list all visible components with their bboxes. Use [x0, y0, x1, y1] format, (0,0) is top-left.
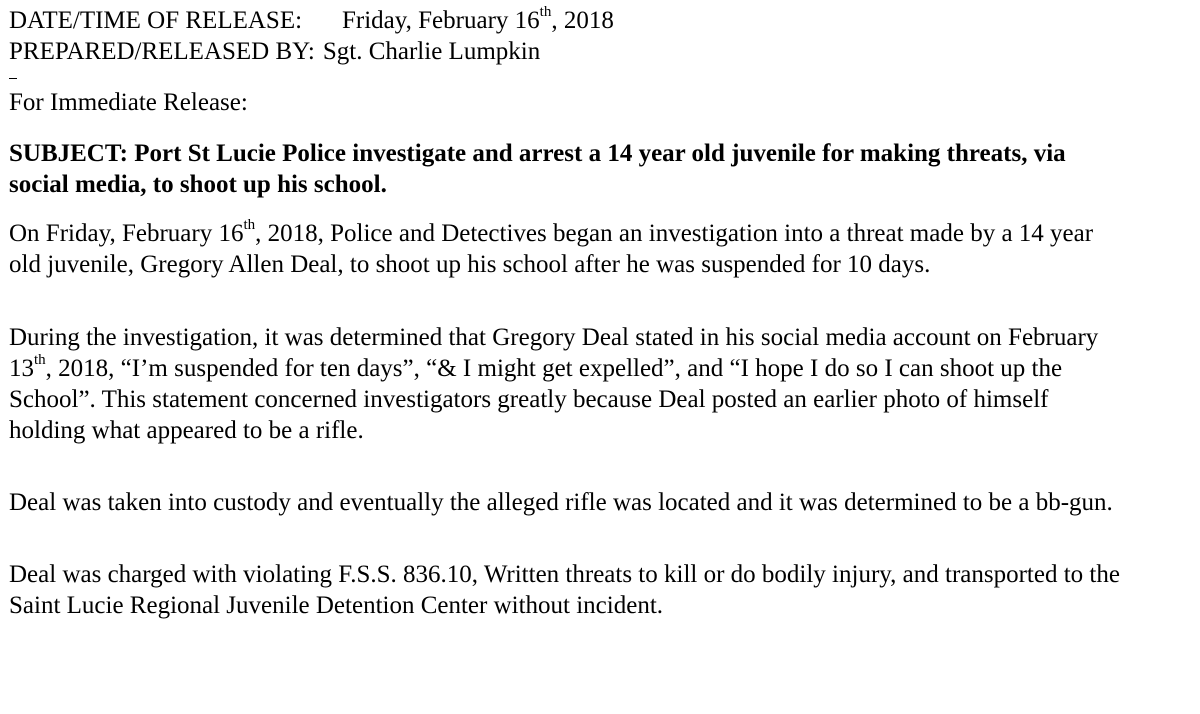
p1-date-ordinal: th	[243, 216, 256, 233]
paragraph-1-line-2: old juvenile, Gregory Allen Deal, to shoot up his school after he was suspended for 10 days.	[9, 251, 931, 278]
release-date-value	[342, 3, 614, 34]
separator-mark	[9, 67, 1194, 87]
release-date-year: , 2018	[551, 7, 614, 34]
p2-line-2-rest: , 2018, “I’m suspended for ten days”, “& I might get expelled”, and “I hope I do so I can shoot up the	[45, 355, 1063, 382]
paragraph-2-line-1: During the investigation, it was determined that Gregory Deal stated in his social media account on February	[9, 324, 1099, 351]
paragraph-2-line-3: School”. This statement concerned investigators greatly because Deal posted an earlier photo of himself	[9, 386, 1049, 413]
subject-heading	[9, 138, 1194, 200]
prepared-by-label: PREPARED/RELEASED BY:	[9, 38, 315, 65]
p1-date-text: On Friday, February 16	[9, 220, 244, 247]
release-date-label: DATE/TIME OF RELEASE:	[9, 7, 303, 34]
release-date-line	[9, 5, 1194, 36]
release-date-ordinal: th	[539, 3, 552, 20]
paragraph-4-line-2: Saint Lucie Regional Juvenile Detention Center without incident.	[9, 592, 664, 619]
release-date-day: Friday, February 16	[342, 7, 540, 34]
paragraph-2-line-4: holding what appeared to be a rifle.	[9, 417, 364, 444]
p2-date-day: 13	[9, 355, 34, 382]
subject-line-2: social media, to shoot up his school.	[9, 171, 387, 198]
paragraph-2	[9, 322, 1194, 446]
p2-date-ordinal: th	[34, 351, 46, 368]
p1-line-1-rest: , 2018, Police and Detectives began an investigation into a threat made by a 14 year	[255, 220, 1094, 247]
paragraph-2-line-2	[9, 353, 1194, 384]
immediate-release-line: For Immediate Release:	[9, 89, 248, 116]
prepared-by-value: Sgt. Charlie Lumpkin	[322, 38, 541, 65]
prepared-by-line	[9, 36, 1194, 67]
paragraph-4	[9, 559, 1194, 621]
paragraph-3-line-1: Deal was taken into custody and eventually the alleged rifle was located and it was determined to be a bb-gun.	[9, 489, 1113, 516]
press-release-document	[9, 5, 1194, 621]
paragraph-3	[9, 487, 1194, 518]
paragraph-1	[9, 218, 1194, 280]
paragraph-1-line-1	[9, 218, 1194, 249]
paragraph-4-line-1: Deal was charged with violating F.S.S. 836.10, Written threats to kill or do bodily injury, and transported to the	[9, 561, 1120, 588]
subject-line-1: SUBJECT: Port St Lucie Police investigate and arrest a 14 year old juvenile for making threats, via	[9, 140, 1066, 167]
